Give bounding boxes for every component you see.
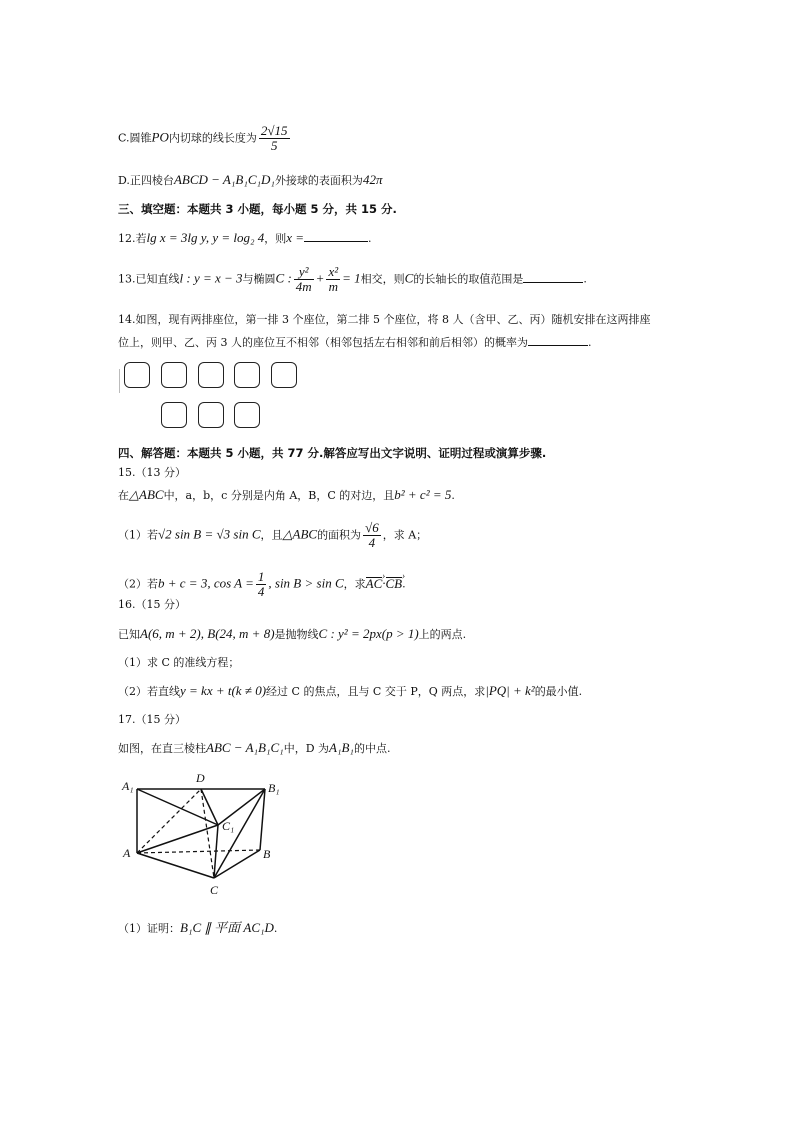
q15-part-1	[118, 521, 427, 550]
option-c-var: PO	[151, 129, 169, 145]
seat-row1-2	[161, 362, 187, 388]
q15-p2-denominator: 4	[257, 584, 265, 599]
q15-p1-text: ，且	[260, 528, 283, 542]
label-a: A	[123, 846, 131, 860]
seat-row1-3	[198, 362, 224, 388]
q16-stem-pre: 已知	[118, 628, 140, 641]
q13-f1-denominator: 4m	[295, 279, 312, 294]
option-d-text: 外接球的表面积为	[274, 174, 363, 187]
seat-row1-4	[234, 362, 260, 388]
label-c: C	[210, 883, 219, 897]
q15-p2-expr-1: b + c = 3, cos A =	[158, 575, 254, 591]
q16-part-2	[118, 683, 582, 700]
q17-p1-end: .	[273, 922, 278, 935]
q15-p1-triangle: △ABC	[282, 526, 318, 542]
edge-c-b	[214, 850, 260, 878]
q14-answer-blank	[528, 333, 588, 346]
section-3-title: 三、填空题：本题共 3 小题，每小题 5 分，共 15 分.	[118, 202, 397, 216]
q12	[118, 229, 372, 247]
q13-f2-denominator: m	[328, 279, 338, 294]
q16-p2-end: 的最小值.	[534, 685, 583, 698]
label-d: D	[196, 771, 205, 785]
q16-p2-expr: |PQ| + k²	[485, 683, 535, 698]
q17-stem-text: 中，D 为	[283, 742, 330, 755]
seat-diagram-edge	[119, 369, 120, 393]
q16-head: 16.（15 分）	[118, 598, 186, 611]
option-d-var: ABCD − A₁B₁C₁D₁	[173, 172, 275, 187]
q15-p2-fraction	[256, 570, 267, 599]
edge-a-c	[137, 853, 214, 878]
q13-end: .	[583, 272, 587, 286]
q15-p1-fraction	[363, 521, 381, 550]
q15-p1-expr: √2 sin B = √3 sin C	[158, 526, 261, 542]
q13-text-3: 的长轴长的取值范围是	[413, 272, 524, 286]
q15-p1-numerator: √6	[365, 520, 379, 535]
seat-row1-5	[271, 362, 297, 388]
q16-stem-text: 是抛物线	[274, 628, 319, 641]
option-c-numerator: 2√15	[260, 123, 288, 138]
q17-segment: A₁B₁	[329, 740, 354, 755]
q12-end: .	[368, 232, 372, 245]
q15-head: 15.（13 分）	[118, 466, 186, 479]
q17-head: 17.（15 分）	[118, 713, 186, 726]
option-c-text: 内切球的线长度为	[168, 131, 257, 145]
label-b: B	[263, 847, 271, 861]
q14-end: .	[588, 336, 592, 349]
q15-p2-expr-2: , sin B > sin C	[268, 575, 344, 591]
q14-line-1: 14.如图，现有两排座位，第一排 3 个座位，第二排 5 个座位，将 8 人（含甲、乙、丙）随机安排在这两排座	[118, 313, 651, 326]
option-c-label: C.圆锥	[118, 131, 152, 145]
q15-stem-text: 中，a，b，c 分别是内角 A，B，C 的对边，且	[163, 489, 395, 502]
q15-dot: ·	[382, 575, 386, 591]
q17-prism: ABC − A₁B₁C₁	[206, 740, 284, 755]
q13-fraction-1	[294, 265, 314, 294]
q17-p1-expr: B₁C ∥ 平面 AC₁D	[180, 920, 274, 935]
edge-a-b-hidden	[137, 850, 260, 853]
q12-text: ，则	[264, 232, 287, 245]
q14-text: 位上，则甲、乙、丙 3 人的座位互不相邻（相邻包括左右相邻和前后相邻）的概率为	[118, 336, 528, 349]
q15-p1-end: ，求 A；	[382, 528, 428, 542]
q17-stem-pre: 如图，在直三棱柱	[118, 742, 206, 755]
q17-stem	[118, 740, 390, 757]
q16-part-1: （1）求 C 的准线方程；	[118, 656, 240, 669]
q12-expr: lg x = 3lg y, y = log₂ 4	[146, 230, 265, 245]
edge-a-c1	[137, 825, 218, 853]
q15-p1-label: （1）若	[118, 528, 158, 542]
edge-b1-c	[214, 789, 265, 878]
q13-plus: +	[315, 270, 325, 286]
edge-a-d-hidden	[137, 789, 201, 853]
seat-row1-1	[124, 362, 150, 388]
label-a1: A₁	[122, 779, 134, 793]
seat-row2-1	[161, 402, 187, 428]
q16-p2-text: 经过 C 的焦点，且与 C 交于 P，Q 两点，求	[266, 685, 486, 698]
q15-p1-text-2: 的面积为	[317, 528, 362, 542]
q13-line-eq: l : y = x − 3	[179, 270, 243, 286]
option-c-denominator: 5	[270, 138, 278, 153]
q15-stem-expr: b² + c² = 5	[394, 487, 452, 502]
q11-option-c	[118, 124, 292, 153]
q13	[118, 265, 587, 294]
q15-part-2	[118, 570, 406, 599]
seat-row2-2	[198, 402, 224, 428]
q15-triangle: △ABC	[129, 487, 164, 502]
q13-text-2: 相交，则	[360, 272, 405, 286]
prism-figure	[110, 768, 310, 908]
q15-vector-cb: CB ›	[386, 576, 403, 592]
option-d-label: D.正四棱台	[118, 174, 174, 187]
q13-f1-numerator: y²	[294, 265, 314, 280]
q15-p2-label: （2）若	[118, 577, 158, 591]
label-c1: C₁	[222, 819, 235, 833]
q13-text-1: 与椭圆	[242, 272, 276, 286]
q16-stem	[118, 626, 466, 643]
q15-p2-end: .	[402, 577, 406, 591]
q15-stem-pre: 在	[118, 489, 129, 502]
q17-p1-label: （1）证明：	[118, 922, 180, 935]
q15-vector-ac: AC ›	[366, 576, 383, 592]
q11-option-d	[118, 172, 382, 189]
option-c-fraction	[259, 124, 290, 153]
q16-p2-line: y = kx + t(k ≠ 0)	[180, 683, 267, 698]
q14-line-2	[118, 333, 592, 351]
q15-p1-denominator: 4	[368, 535, 376, 550]
edge-b1-b	[260, 789, 265, 850]
edge-d-c1	[201, 789, 218, 825]
q12-label: 12.若	[118, 232, 147, 245]
q16-stem-end: 上的两点.	[418, 628, 467, 641]
q16-p2-label: （2）若直线	[118, 685, 180, 698]
q13-curve: C :	[275, 270, 292, 286]
seat-row2-3	[234, 402, 260, 428]
q13-fraction-2	[326, 265, 340, 294]
q15-stem-end: .	[451, 489, 455, 502]
option-d-value: 42π	[362, 172, 383, 187]
q13-label: 13.已知直线	[118, 272, 180, 286]
q17-part-1	[118, 920, 277, 937]
q13-f2-numerator: x²	[328, 264, 339, 279]
q16-points: A(6, m + 2), B(24, m + 8)	[140, 626, 275, 641]
q12-answer-blank	[304, 229, 368, 242]
q17-stem-end: 的中点.	[353, 742, 391, 755]
q15-p2-numerator: 1	[257, 569, 265, 584]
q13-answer-blank	[523, 270, 583, 283]
q16-parabola: C : y² = 2px(p > 1)	[318, 626, 419, 641]
q13-eq: = 1	[342, 270, 361, 286]
q13-c: C	[404, 270, 414, 286]
q15-p2-text: ，求	[343, 577, 366, 591]
q15-stem	[118, 487, 455, 504]
label-b1: B₁	[268, 781, 280, 795]
section-4-title: 四、解答题：本题共 5 小题，共 77 分.解答应写出文字说明、证明过程或演算步骤.	[118, 446, 547, 460]
q12-var: x =	[286, 230, 305, 245]
